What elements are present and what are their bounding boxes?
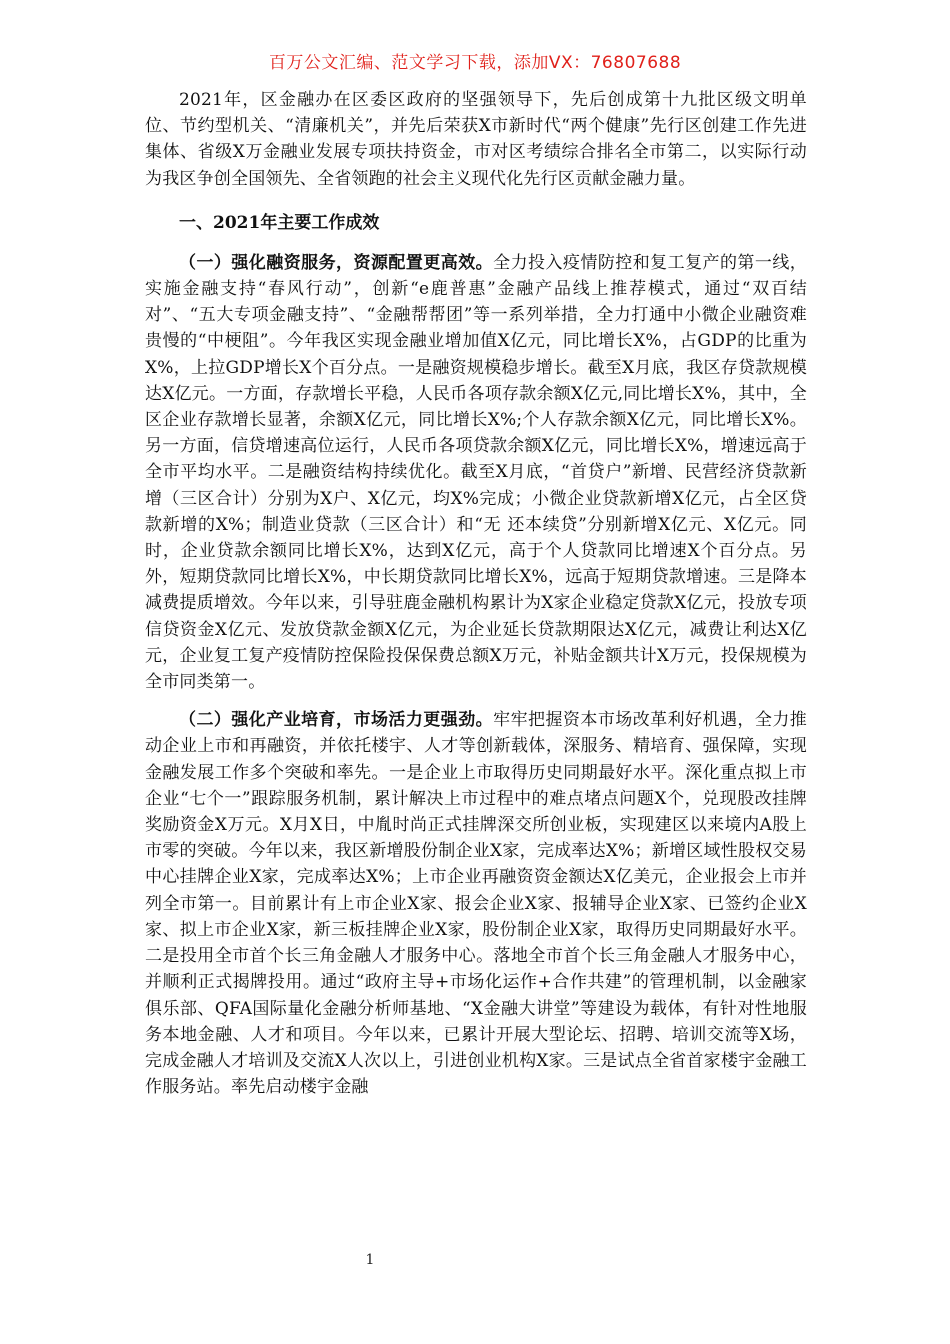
subsection-2-body: 牢牢把握资本市场改革利好机遇，全力推动企业上市和再融资，并依托楼宇、人才等创新载体，深服务、精培育、强保障，实现金融发展工作多个突破和率先。一是企业上市取得历史同期最好水平。深化重点拟上市企业“七个一”跟踪服务机制，累计解决上市过程中的难点堵点问题X个，兑现股改挂牌奖励资金X万元。X月X日，中胤时尚正式挂牌深交所创业板，实现建区以来境内A股上市零的突破。今年以来，我区新增股份制企业X家，完成率达X%；新增区域性股权交易中心挂牌企业X家，完成率达X%；上市企业再融资资金额达X亿美元，企业报会上市并列全市第一。目前累计有上市企业X家、报会企业X家、报辅导企业X家、已签约企业X家、拟上市企业X家，新三板挂牌企业X家，股份制企业X家，取得历史同期最好水平。二是投用全市首个长三角金融人才服务中心。落地全市首个长三角金融人才服务中心，并顺利正式揭牌投用。通过“政府主导+市场化运作+合作共建”的管理机制，以金融家俱乐部、QFA国际量化金融分析师基地、“X金融大讲堂”等建设为载体，有针对性地服务本地金融、人才和项目。今年以来，已累计开展大型论坛、招聘、培训交流等X场，完成金融人才培训及交流X人次以上，引进创业机构X家。三是试点全省首家楼宇金融工作服务站。率先启动楼宇金融 [145, 710, 807, 1098]
intro-paragraph: 2021年，区金融办在区委区政府的坚强领导下，先后创成第十九批区级文明单位、节约型机关、“清廉机关”，并先后荣获X市新时代“两个健康”先行区创建工作先进集体、省级X万金融业发展专项扶持资金，市对区考绩综合排名全市第二，以实际行动为我区争创全国领先、全省领跑的社会主义现代化先行区贡献金融力量。 [145, 90, 807, 189]
section-heading: 一、2021年主要工作成效 [179, 212, 380, 233]
subsection-1-body: 全力投入疫情防控和复工复产的第一线，实施金融支持“春风行动”，创新“e鹿普惠”金融产品线上推荐模式，通过“双百结对”、“五大专项金融支持”、“金融帮帮团”等一系列举措，全力打通中小微企业融资难贵慢的“中梗阻”。今年我区实现金融业增加值X亿元，同比增长X%，占GDP的比重为X%，上拉GDP增长X个百分点。一是融资规模稳步增长。截至X月底，我区存贷款规模达X亿元。一方面，存款增长平稳，人民币各项存款余额X亿元,同比增长X%，其中，全区企业存款增长显著，余额X亿元，同比增长X%;个人存款余额X亿元，同比增长X%。另一方面，信贷增速高位运行，人民币各项贷款余额X亿元，同比增长X%，增速远高于全市平均水平。二是融资结构持续优化。截至X月底，“首贷户”新增、民营经济贷款新增（三区合计）分别为X户、X亿元，均X%完成；小微企业贷款新增X亿元，占全区贷款新增的X%；制造业贷款（三区合计）和“无 还本续贷”分别新增X亿元、X亿元。同时，企业贷款余额同比增长X%，达到X亿元，高于个人贷款同比增速X个百分点。另外，短期贷款同比增长X%，中长期贷款同比增长X%，远高于短期贷款增速。三是降本减费提质增效。今年以来，引导驻鹿金融机构累计为X家企业稳定贷款X亿元，投放专项信贷资金X亿元、发放贷款金额X亿元，为企业延长贷款期限达X亿元，减费让利达X亿元，企业复工复产疫情防控保险投保保费总额X万元，补贴金额共计X万元，投保规模为全市同类第一。 [145, 252, 807, 693]
subsection-2-lead: （二）强化产业培育，市场活力更强劲。 [179, 710, 494, 731]
subsection-1-lead: （一）强化融资服务，资源配置更高效。 [179, 252, 494, 273]
document-body [145, 87, 807, 1100]
watermark-banner: 百万公文汇编、范文学习下载，添加VX：76807688 [268, 53, 682, 73]
page-number: 1 [365, 1252, 375, 1268]
subsection-1-paragraph [145, 250, 807, 695]
subsection-2-paragraph [145, 707, 807, 1100]
